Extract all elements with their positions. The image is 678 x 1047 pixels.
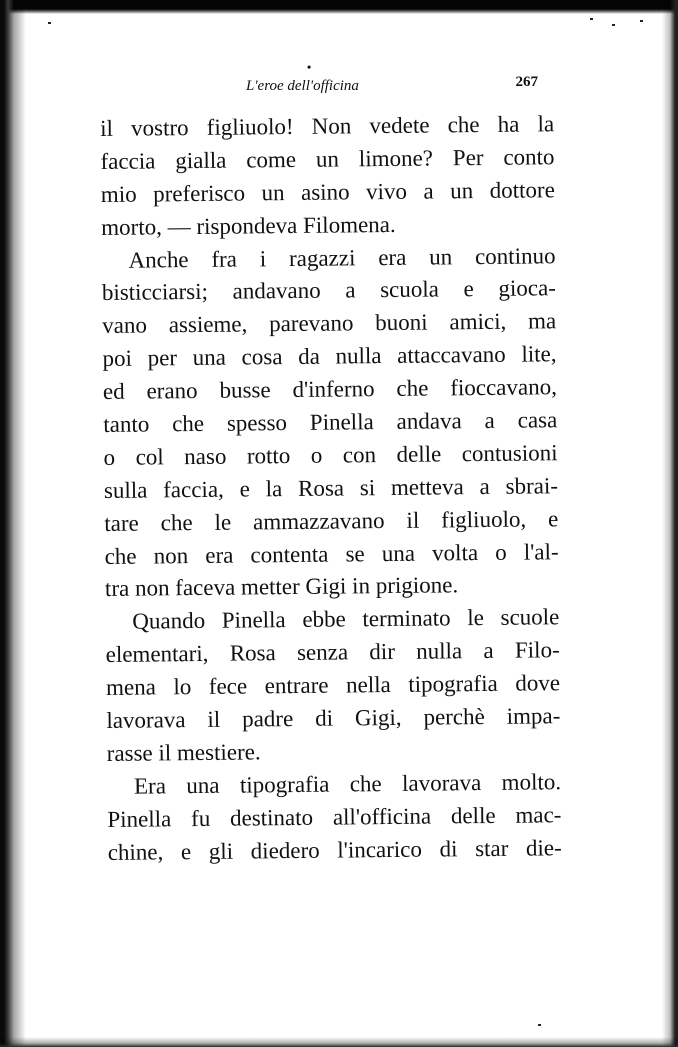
- scan-speck: [538, 1024, 541, 1026]
- text-line: mena lo fece entrare nella tipografia dove: [105, 670, 561, 701]
- text-line: bisticciarsi; andavano a scuola e gioca-: [101, 275, 556, 306]
- text-line: tare che le ammazzavano il figliuolo, e: [104, 505, 559, 536]
- text-line: Anche fra i ragazzi era un continuo: [128, 242, 556, 273]
- page-number: 267: [515, 74, 538, 90]
- text-line: mio preferisco un asino vivo a un dottore: [100, 177, 555, 207]
- body-text: [100, 108, 562, 869]
- text-line: ed erano busse d'inferno che fioccavano,: [102, 374, 558, 405]
- text-line: sulla faccia, e la Rosa si metteva a sbrai-: [103, 473, 559, 503]
- scan-speck: [48, 22, 51, 24]
- text-line: vano assieme, parevano buoni amici, ma: [102, 308, 557, 339]
- scan-edge-left: [0, 0, 26, 1047]
- scan-speck: [612, 24, 615, 26]
- text-line: Pinella fu destinato all'officina delle mac-: [107, 801, 562, 832]
- text-line: faccia gialla come un limone? Per conto: [100, 144, 555, 174]
- text-line: lavorava il padre di Gigi, perchè impa-: [106, 703, 561, 733]
- text-line: o col naso rotto o con delle contusioni: [103, 440, 558, 470]
- text-line: Quando Pinella ebbe terminato le scuole: [132, 604, 560, 635]
- running-header: [96, 60, 542, 102]
- scan-edge-top: [0, 0, 678, 14]
- text-line: poi per una cosa da nulla attaccavano lite,: [102, 341, 557, 372]
- text-line: tra non faceva metter Gigi in prigione.: [104, 572, 459, 602]
- scan-speck: [640, 20, 643, 22]
- text-line: che non era contenta se una volta o l'al-: [104, 538, 559, 569]
- scan-edge-right: [662, 0, 678, 1047]
- text-line: rasse il mestiere.: [106, 739, 261, 766]
- text-line: chine, e gli diedero l'incarico di star die-: [107, 834, 562, 865]
- text-line: morto, — rispondeva Filomena.: [101, 211, 396, 240]
- text-line: Era una tipografia che lavorava molto.: [133, 769, 562, 799]
- running-title: L'eroe dell'officina: [246, 78, 359, 94]
- text-line: elementari, Rosa senza dir nulla a Filo-: [105, 637, 560, 668]
- scan-speck: [590, 18, 593, 20]
- text-line: il vostro figliuolo! Non vedete che ha la: [100, 111, 555, 141]
- text-line: tanto che spesso Pinella andava a casa: [103, 407, 558, 437]
- header-ornament: •: [307, 60, 312, 74]
- scan-edge-bottom: [0, 1037, 678, 1047]
